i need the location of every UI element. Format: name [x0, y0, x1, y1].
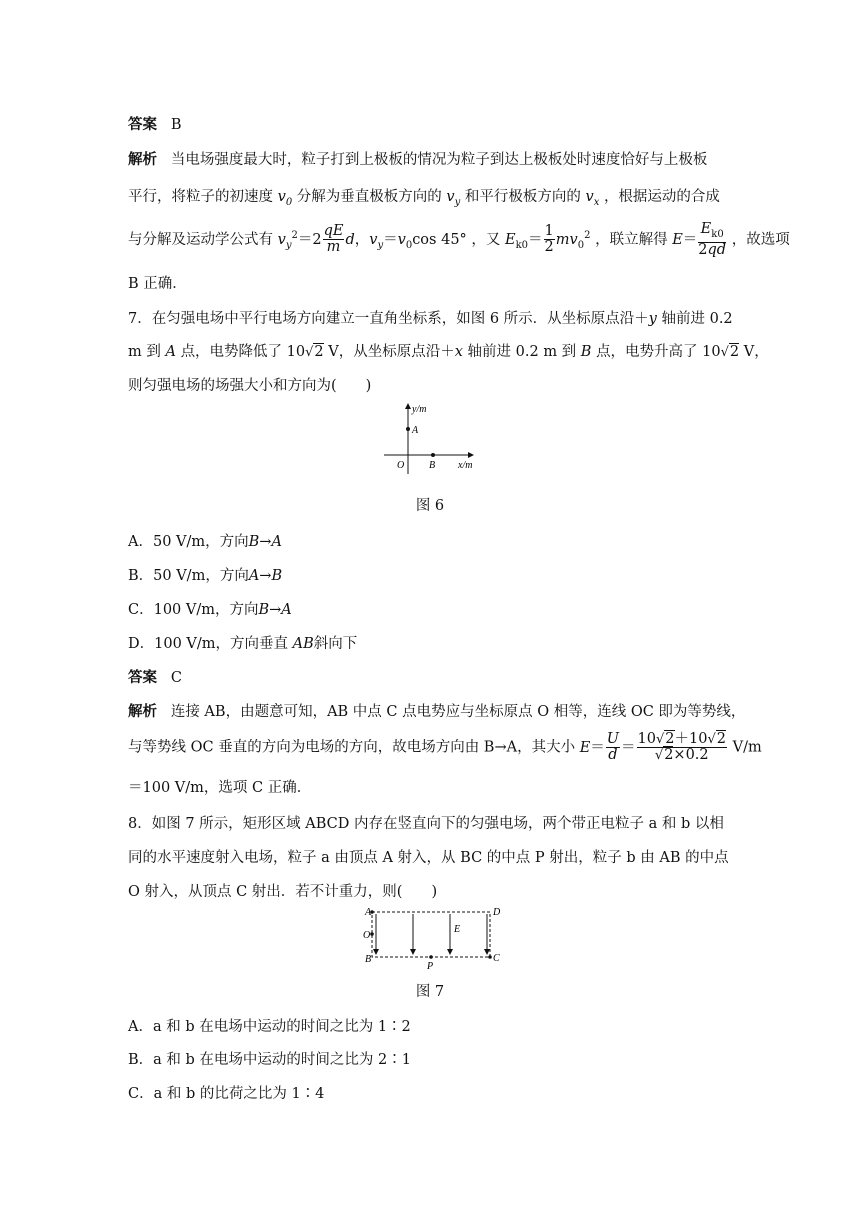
- option-direction: B→A: [258, 602, 292, 618]
- option-c[interactable]: [128, 598, 292, 619]
- q7-stem-line-2: m 到 A 点，电势降低了 10√2 V，从坐标原点沿＋x 轴前进 0.2 m 到 B 点，电势升高了 10√2 V，: [128, 344, 769, 360]
- figure-6-coordinate-axes: [378, 398, 488, 478]
- q6-analysis-line-4: B 正确．: [128, 276, 187, 292]
- q6-analysis-line-3: [128, 222, 790, 258]
- text-segment: 与等势线 OC 垂直的方向为电场的方向，故电场方向由 B→A，其大小: [128, 739, 576, 756]
- text-segment: 平行，将粒子的初速度: [128, 189, 273, 205]
- figure-7-caption: 图 7: [415, 984, 445, 1000]
- q8-option-b[interactable]: B．a 和 b 在电场中运动的时间之比为 2∶1: [128, 1052, 411, 1068]
- unit: V/m: [732, 739, 762, 756]
- answer-label: 答案: [128, 116, 157, 133]
- answer-value: C: [170, 670, 182, 686]
- formula-e: E＝ $\frac{E_{k0}}{2qd}$: [672, 221, 727, 258]
- q7-analysis-line-2: [128, 732, 762, 763]
- text-segment: V，: [743, 344, 769, 360]
- x-axis-label: x/m: [458, 460, 473, 471]
- q6-analysis-line-1: [128, 148, 707, 169]
- field-e-label: E: [454, 924, 461, 935]
- var-vy: $v_y$: [446, 189, 461, 208]
- analysis-label: 解析: [128, 151, 157, 168]
- option-tail: 斜向下: [313, 636, 358, 652]
- formula-ek0: $E_{k0}=$ $\frac{1}{2}$ $mv_0^2$: [505, 223, 591, 256]
- option-direction: B→A: [248, 534, 282, 550]
- midpoint-p-label: P: [427, 961, 434, 972]
- q7-stem-line-3: 则匀强电场的场强大小和方向为( ): [128, 378, 372, 394]
- q6-answer: [128, 113, 181, 134]
- text-segment: 和平行极板方向的: [464, 189, 581, 205]
- q8-stem-line-2: 同的水平速度射入电场，粒子 a 由顶点 A 射入，从 BC 的中点 P 射出，粒子 b 由 AB 的中点: [128, 850, 729, 866]
- text-segment: m 到: [128, 344, 161, 360]
- var-vx: $v_x$: [585, 189, 600, 208]
- option-d[interactable]: [128, 632, 357, 653]
- option-direction: A→B: [248, 568, 283, 584]
- y-axis-label: y/m: [412, 404, 427, 415]
- var-v0: $v_0$: [277, 189, 293, 208]
- midpoint-o-label: O: [363, 930, 371, 941]
- formula-field-strength: E＝ $\frac{U}{d}$ ＝ $\frac{10√2+10√2}{√2\times 0.2}$: [579, 731, 726, 763]
- corner-a-label: A: [365, 907, 372, 918]
- corner-b-label: B: [365, 954, 372, 965]
- text-segment: ，又: [471, 231, 501, 248]
- option-text: A．50 V/m，方向: [128, 534, 249, 550]
- answer-label: 答案: [128, 669, 157, 686]
- corner-d-label: D: [493, 907, 501, 918]
- answer-value: B: [170, 117, 182, 133]
- corner-c-label: C: [493, 953, 500, 964]
- option-text: D．100 V/m，方向垂直: [128, 636, 289, 652]
- text-segment: 分解为垂直极板方向的: [296, 189, 442, 205]
- text-segment: ，故选项: [731, 231, 790, 248]
- text-segment: 点，电势降低了 10: [180, 344, 306, 360]
- point-a-label: A: [412, 425, 419, 436]
- text-segment: 轴前进 0.2 m 到: [467, 344, 577, 360]
- q8-option-a[interactable]: A．a 和 b 在电场中运动的时间之比为 1∶2: [128, 1019, 411, 1035]
- option-text: B．50 V/m，方向: [128, 568, 249, 584]
- text-segment: V，从坐标原点沿＋: [328, 344, 455, 360]
- text-segment: 点，电势升高了 10: [596, 344, 721, 360]
- analysis-label: 解析: [128, 703, 157, 720]
- analysis-text: 连接 AB，由题意可知，AB 中点 C 点电势应与坐标原点 O 相等，连线 OC 即为等势线，: [170, 704, 746, 720]
- figure-6-caption: 图 6: [415, 498, 445, 514]
- q7-answer: [128, 666, 182, 687]
- q7-stem-line-1: 7．在匀强电场中平行电场方向建立一直角坐标系，如图 6 所示．从坐标原点沿＋y 轴前进 0.2: [128, 311, 733, 327]
- q8-stem-line-3: O 射入，从顶点 C 射出．若不计重力，则( ): [128, 884, 438, 900]
- text-segment: ，联立解得: [595, 231, 668, 248]
- q8-option-c[interactable]: C．a 和 b 的比荷之比为 1∶4: [128, 1086, 325, 1102]
- origin-label: O: [397, 460, 405, 471]
- point-b-label: B: [429, 460, 436, 471]
- text-segment: 与分解及运动学公式有: [128, 231, 273, 248]
- q7-analysis-line-3: ＝100 V/m，选项 C 正确．: [128, 780, 312, 796]
- option-direction: AB: [292, 636, 314, 652]
- formula-vy2: $v_y^2=2$ $\frac{qE}{m}$ d，$v_y=v_0\cos$ 45°: [277, 223, 467, 256]
- q8-stem-line-1: 8．如图 7 所示，矩形区域 ABCD 内存在竖直向下的匀强电场，两个带正电粒子 a 和 b 以相: [128, 816, 724, 832]
- option-a[interactable]: [128, 530, 282, 551]
- text-segment: 7．在匀强电场中平行电场方向建立一直角坐标系，如图 6 所示．从坐标原点沿＋: [128, 311, 649, 327]
- analysis-text: 当电场强度最大时，粒子打到上极板的情况为粒子到达上极板处时速度恰好与上极板: [170, 152, 708, 168]
- figure-7-field-rectangle: [358, 904, 508, 972]
- option-b[interactable]: [128, 564, 282, 585]
- option-text: C．100 V/m，方向: [128, 602, 259, 618]
- q6-analysis-line-2: [128, 185, 720, 208]
- text-segment: 轴前进 0.2: [661, 311, 733, 327]
- text-segment: ，根据运动的合成: [603, 189, 720, 205]
- q7-analysis-line-1: [128, 700, 745, 721]
